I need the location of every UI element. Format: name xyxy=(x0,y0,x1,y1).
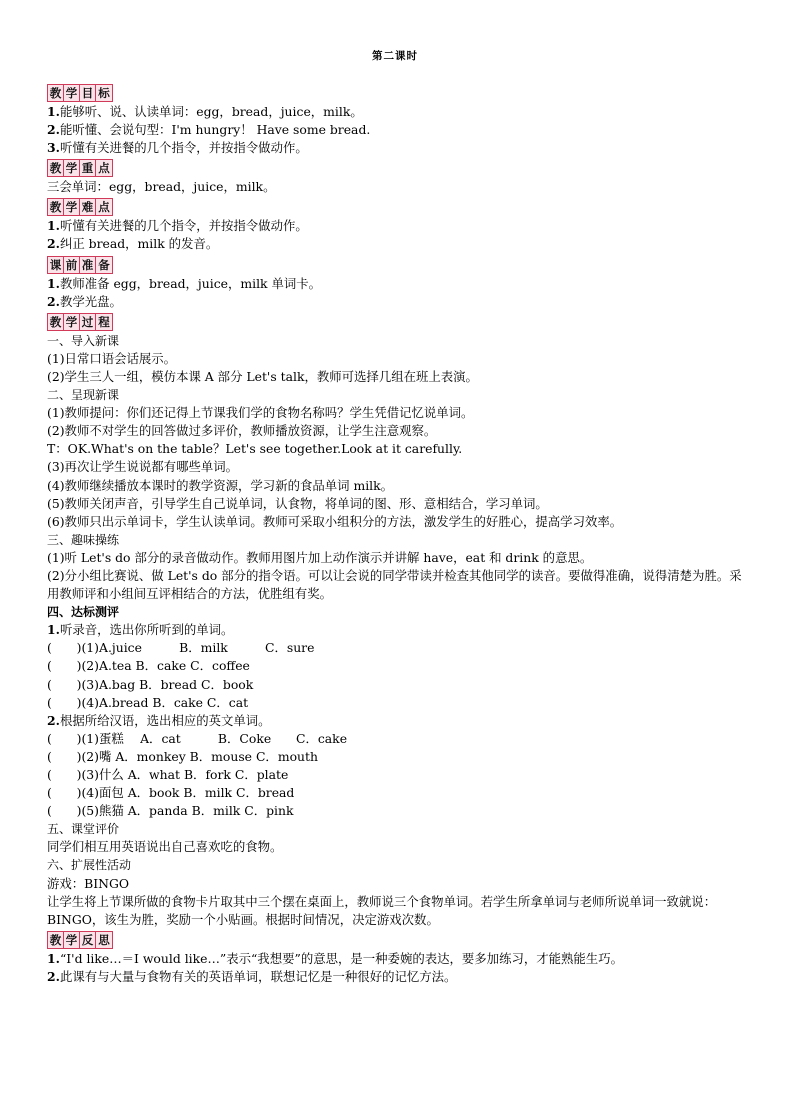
section-heading: 四、达标测评 xyxy=(47,605,120,620)
quiz-item: ( )(1)蛋糕 A．cat B．Coke C．cake xyxy=(47,730,348,746)
section-badge-key-points: 教 学 重 点 xyxy=(47,159,113,177)
process-line: (2)学生三人一组，模仿本课 A 部分 Let's talk，教师可选择几组在班上表演。 xyxy=(47,368,478,384)
quiz-item: ( )(1)A.juice B．milk C．sure xyxy=(47,640,315,656)
process-line: (1)教师提问：你们还记得上节课我们学的食物名称吗？学生凭借记忆说单词。 xyxy=(47,405,474,421)
process-line: (3)再次让学生说说都有哪些单词。 xyxy=(47,459,239,475)
quiz-item: ( )(3)什么 A．what B．fork C．plate xyxy=(47,767,289,782)
quiz-title: 1.听录音，选出你所听到的单词。 xyxy=(47,622,234,638)
quiz-item: ( )(2)嘴 A．monkey B．mouse C．mouth xyxy=(47,748,318,764)
quiz-item: ( )(5)熊猫 A．panda B．milk C．pink xyxy=(47,803,294,819)
process-line: T：OK.What's on the table？Let's see together.Look at it carefully. xyxy=(47,441,463,457)
process-line: (4)教师继续播放本课时的教学资源，学习新的食品单词 milk。 xyxy=(47,477,394,493)
quiz-item: ( )(2)A.tea B．cake C．coffee xyxy=(47,658,250,674)
process-line: (1)听 Let's do 部分的录音做动作。教师用图片加上动作演示并讲解 have，eat 和 drink 的意思。 xyxy=(47,549,593,565)
quiz-item: ( )(4)面包 A．book B．milk C．bread xyxy=(47,785,295,801)
quiz-item: ( )(4)A.bread B．cake C．cat xyxy=(47,694,249,710)
process-line: (2)教师不对学生的回答做过多评价，教师播放资源，让学生注意观察。 xyxy=(47,423,437,439)
process-line: 游戏：BINGO xyxy=(47,875,130,891)
section-badge-preparation: 课 前 准 备 xyxy=(47,256,113,274)
section-heading: 三、趣味操练 xyxy=(47,532,120,547)
reflection-item: 2.此课有与大量与食物有关的英语单词，联想记忆是一种很好的记忆方法。 xyxy=(47,968,457,984)
preparation-item: 2.教学光盘。 xyxy=(47,293,122,309)
section-badge-reflection: 教 学 反 思 xyxy=(47,931,113,949)
objective-item: 1.能够听、说、认读单词：egg，bread，juice，milk。 xyxy=(47,104,363,119)
process-paragraph: (2)分小组比赛说、做 Let's do 部分的指令语。可以让会说的同学带读并检查其他同学的读音。要做得准确，说得清楚为胜。采用教师评和小组间互评相结合的方法，优胜组有奖。 xyxy=(47,567,742,602)
difficulty-item: 2.纠正 bread，milk 的发音。 xyxy=(47,236,219,252)
objective-item: 3.听懂有关进餐的几个指令，并按指令做动作。 xyxy=(47,140,308,156)
section-heading: 六、扩展性活动 xyxy=(47,858,132,873)
objective-item: 2.能听懂、会说句型：I'm hungry！ Have some bread. xyxy=(47,122,371,138)
key-points-text: 三会单词：egg，bread，juice，milk。 xyxy=(47,179,276,195)
section-badge-difficulties: 教 学 难 点 xyxy=(47,198,113,216)
section-badge-objectives: 教 学 目 标 xyxy=(47,84,113,102)
difficulty-item: 1.听懂有关进餐的几个指令，并按指令做动作。 xyxy=(47,218,308,234)
process-line: (6)教师只出示单词卡，学生认读单词。教师可采取小组积分的方法，激发学生的好胜心，提高学习效率。 xyxy=(47,513,623,529)
lesson-plan-body xyxy=(47,82,747,986)
quiz-item: ( )(3)A.bag B．bread C．book xyxy=(47,676,254,692)
section-heading: 一、导入新课 xyxy=(47,333,120,348)
section-heading: 二、呈现新课 xyxy=(47,388,120,403)
process-paragraph: 让学生将上节课所做的食物卡片取其中三个摆在桌面上，教师说三个食物单词。若学生所拿单词与老师所说单词一致就说：BINGO，该生为胜，奖励一个小贴画。根据时间情况，决定游戏次数。 xyxy=(47,893,717,927)
process-line: (5)教师关闭声音，引导学生自己说单词，认食物，将单词的图、形、意相结合，学习单词。 xyxy=(47,495,548,511)
section-heading: 五、课堂评价 xyxy=(47,822,120,837)
section-badge-process: 教 学 过 程 xyxy=(47,313,113,331)
process-line: 同学们相互用英语说出自己喜欢吃的食物。 xyxy=(47,839,283,855)
process-line: (1)日常口语会话展示。 xyxy=(47,350,177,366)
preparation-item: 1.教师准备 egg，bread，juice，milk 单词卡。 xyxy=(47,275,322,291)
reflection-item: 1.“I'd like…＝I would like…”表示“我想要”的意思，是一种委婉的表达，要多加练习，才能熟能生巧。 xyxy=(47,950,623,966)
page-title: 第二课时 xyxy=(372,50,418,62)
quiz-title: 2.根据所给汉语，选出相应的英文单词。 xyxy=(47,712,271,728)
